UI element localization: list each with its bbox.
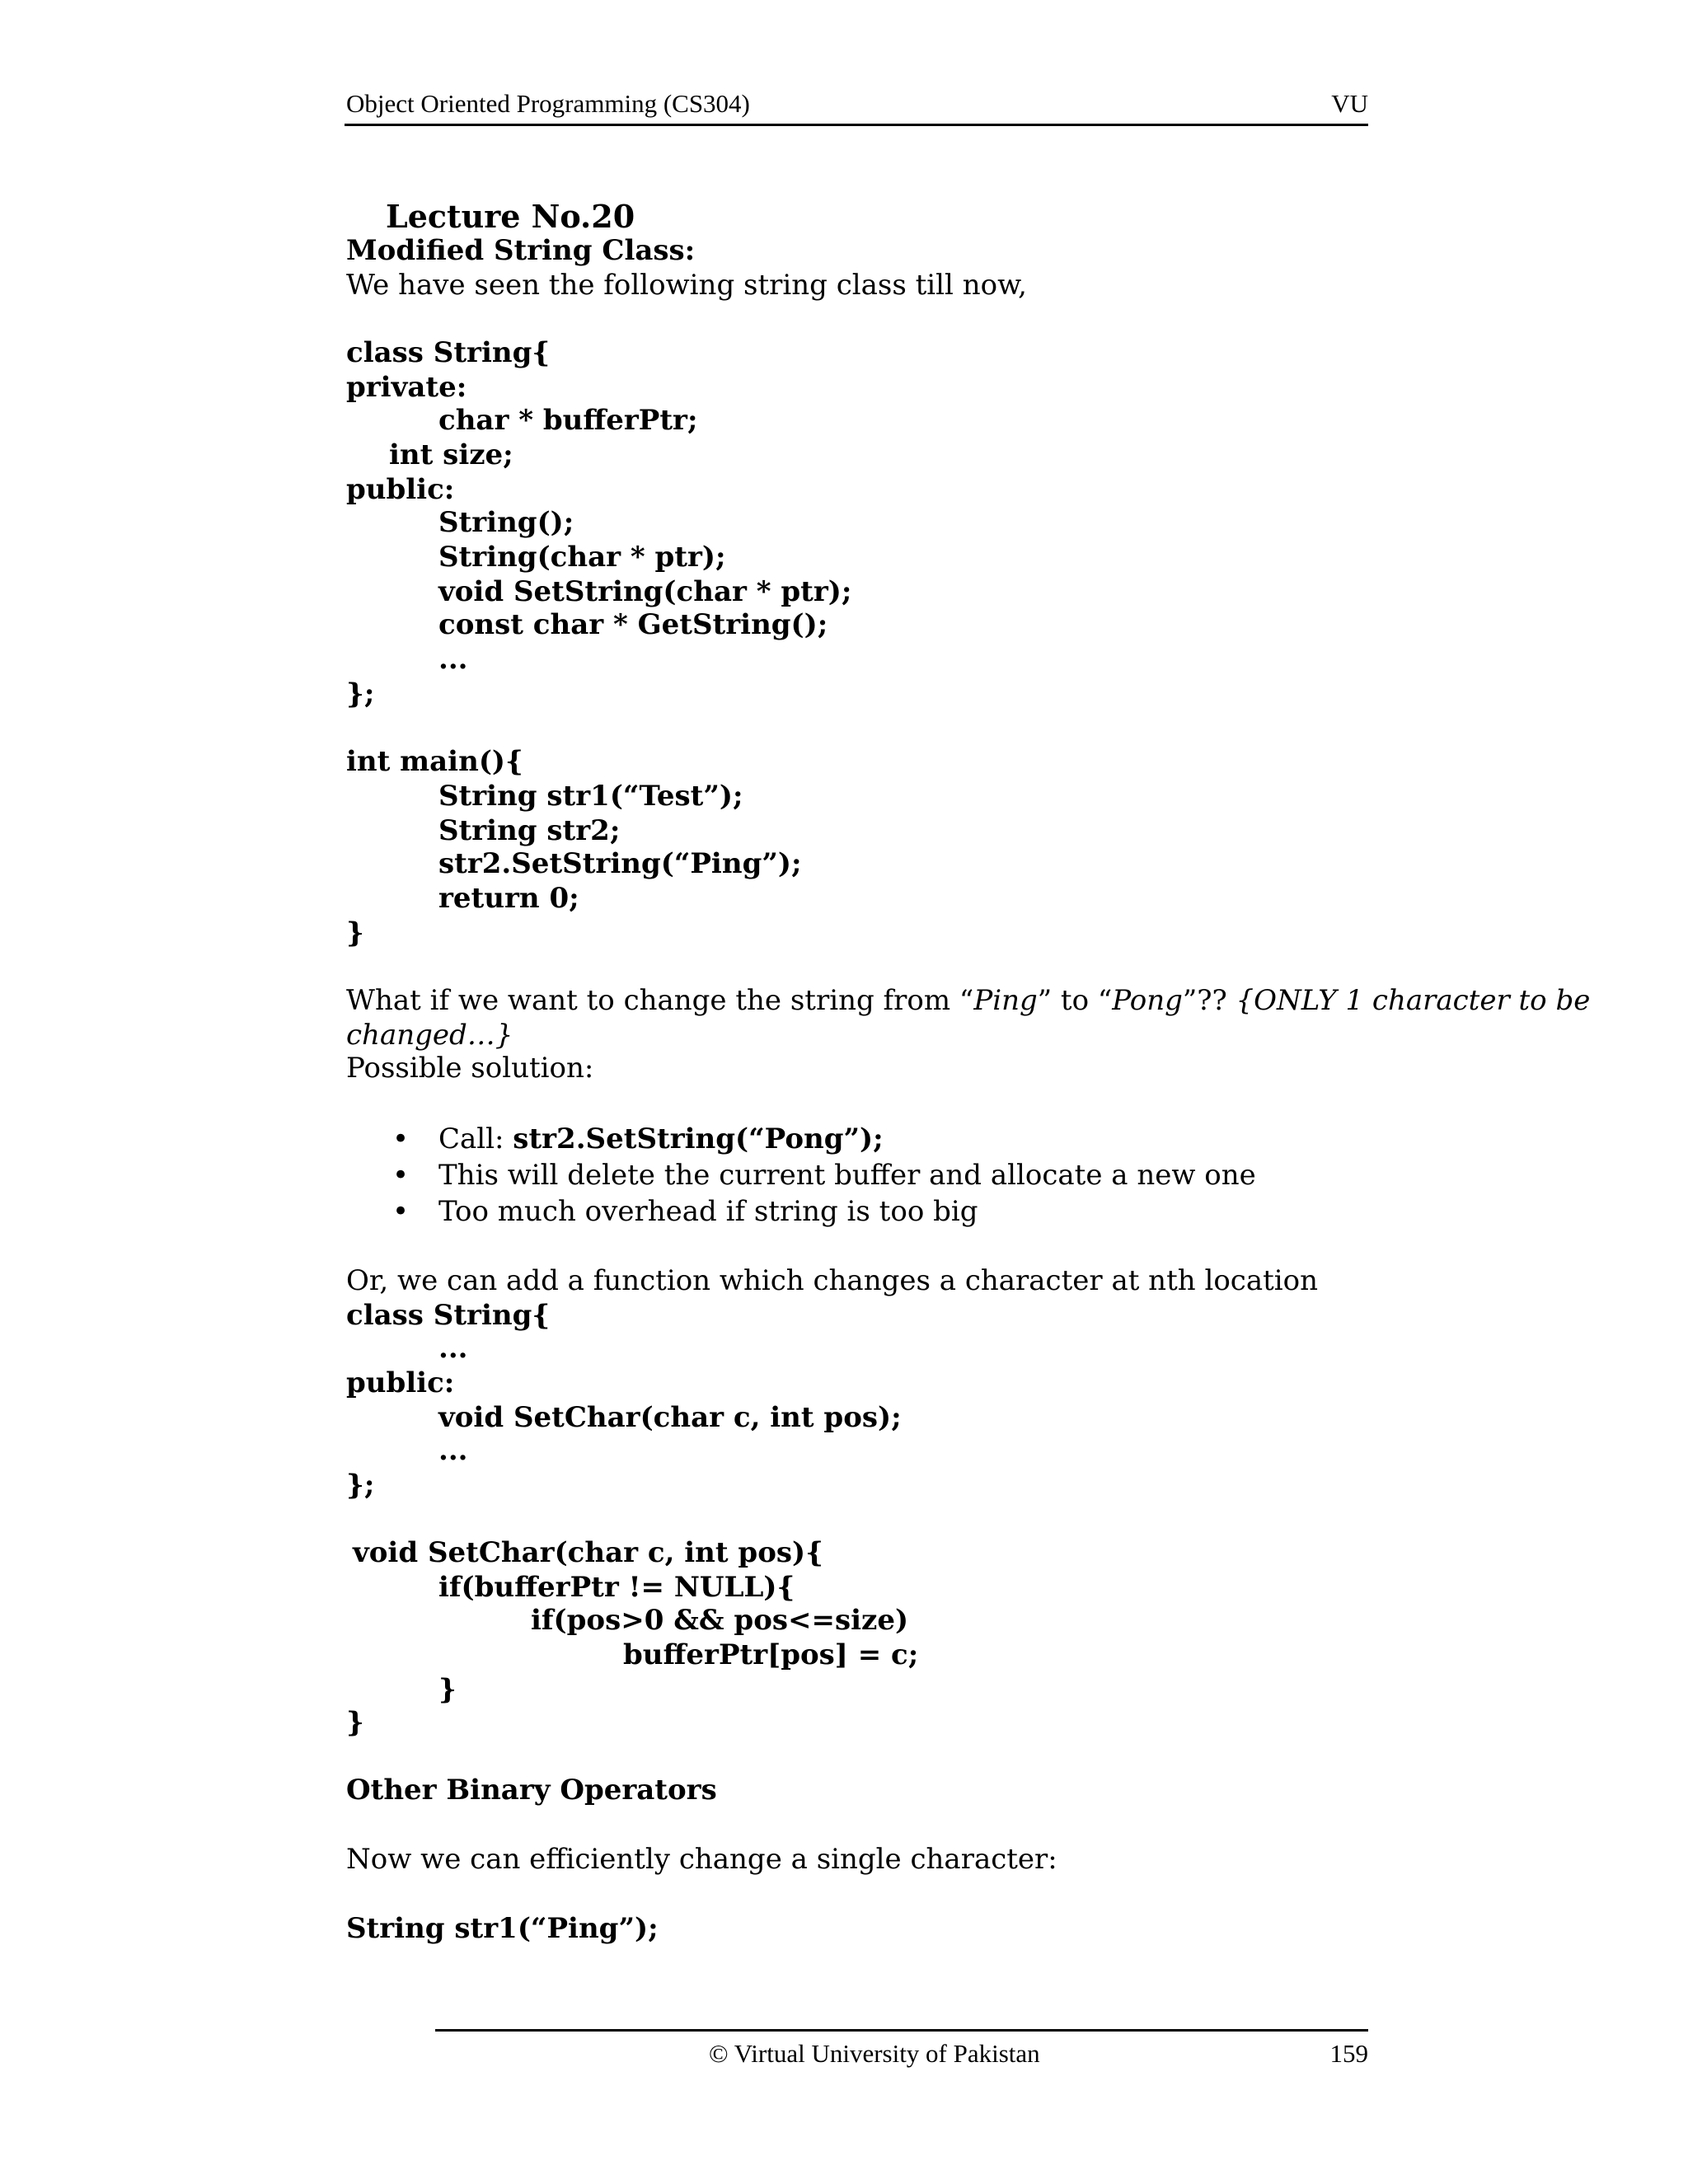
code-line: };: [346, 1469, 375, 1502]
code-line: const char * GetString();: [438, 608, 828, 641]
code-line: if(bufferPtr != NULL){: [438, 1571, 795, 1604]
code-line: }: [438, 1673, 457, 1706]
code-line: class String{: [346, 336, 551, 369]
question-pong: Pong: [1112, 984, 1183, 1017]
question-text: [346, 984, 1590, 1017]
code-line: return 0;: [438, 882, 579, 915]
code-line: String(char * ptr);: [438, 541, 726, 574]
question-post: ”??: [1182, 984, 1236, 1017]
code-line: void SetChar(char c, int pos){: [353, 1536, 823, 1569]
footer-rule: [435, 2029, 1368, 2032]
code-line: int main(){: [346, 745, 523, 778]
footer-copyright: © Virtual University of Pakistan: [709, 2039, 1040, 2068]
other-heading: Other Binary Operators: [346, 1774, 717, 1807]
code-line: private:: [346, 371, 467, 404]
question-ping: Ping: [973, 984, 1038, 1017]
code-line: String();: [438, 506, 574, 539]
code-line: if(pos>0 && pos<=size): [531, 1604, 909, 1637]
code-line: str2.SetString(“Ping”);: [438, 847, 802, 880]
code-line: bufferPtr[pos] = c;: [623, 1638, 919, 1671]
question-note: {ONLY 1 character to be: [1236, 984, 1591, 1017]
code-line: class String{: [346, 1299, 551, 1332]
bullet-item: [438, 1122, 884, 1155]
question-mid: ” to “: [1037, 984, 1113, 1017]
solution-label: Possible solution:: [346, 1052, 594, 1085]
bullet-marker: •: [392, 1195, 410, 1228]
bullet-item: Too much overhead if string is too big: [438, 1195, 978, 1228]
bullet-marker: •: [392, 1122, 410, 1155]
lecture-title: Lecture No.20: [386, 198, 635, 235]
page-number: 159: [1329, 2039, 1368, 2068]
header-rule: [345, 124, 1368, 126]
code-line: ...: [438, 1332, 468, 1365]
question-note-cont: changed…}: [346, 1019, 513, 1052]
header-institution: VU: [1331, 89, 1368, 118]
section-title: Modified String Class:: [346, 234, 696, 267]
code-line: String str2;: [438, 814, 621, 847]
code-line: public:: [346, 1366, 455, 1399]
code-line: char * bufferPtr;: [438, 404, 698, 437]
bullet-call-code: str2.SetString(“Pong”);: [513, 1122, 884, 1155]
code-line: public:: [346, 473, 455, 506]
code-line: ...: [438, 1434, 468, 1467]
bullet-call-label: Call:: [438, 1122, 513, 1155]
final-code: String str1(“Ping”);: [346, 1912, 659, 1945]
code-line: int size;: [389, 438, 513, 471]
code-line: }: [346, 1706, 364, 1739]
code-line: ...: [438, 643, 468, 676]
code-line: String str1(“Test”);: [438, 780, 743, 813]
code-line: }: [346, 916, 364, 949]
bullet-marker: •: [392, 1159, 410, 1192]
code-line: };: [346, 677, 375, 710]
or-text: Or, we can add a function which changes a character at nth location: [346, 1264, 1319, 1297]
bullet-item: This will delete the current buffer and allocate a new one: [438, 1159, 1256, 1192]
header-course: Object Oriented Programming (CS304): [346, 89, 750, 118]
intro-text: We have seen the following string class till now,: [346, 269, 1027, 302]
question-pre: What if we want to change the string from “: [346, 984, 974, 1017]
now-text: Now we can efficiently change a single character:: [346, 1843, 1057, 1876]
code-line: void SetString(char * ptr);: [438, 575, 852, 608]
code-line: void SetChar(char c, int pos);: [438, 1401, 902, 1434]
